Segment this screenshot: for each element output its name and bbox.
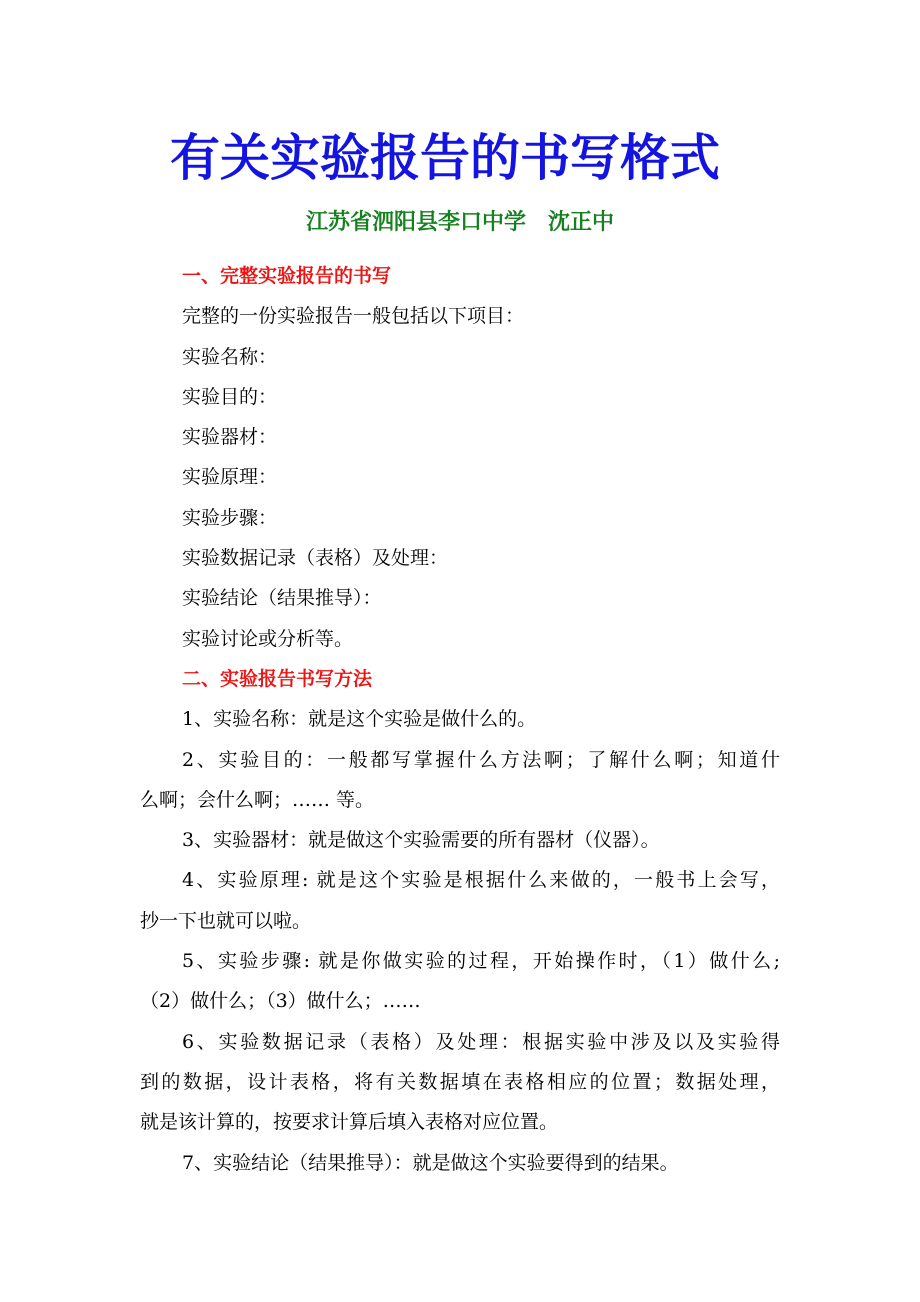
method-paragraph-2-line-1: 2、实验目的：一般都写掌握什么方法啊；了解什么啊；知道什 <box>182 748 780 771</box>
section1-item-purpose: 实验目的： <box>182 385 278 408</box>
section-heading-2: 二、实验报告书写方法 <box>182 667 373 690</box>
section1-item-conclusion: 实验结论（结果推导）： <box>182 587 382 610</box>
method-paragraph-6 <box>140 1022 780 1143</box>
document-body <box>140 256 780 1183</box>
section1-item-equipment: 实验器材： <box>182 426 278 449</box>
section1-item-name: 实验名称： <box>182 345 278 368</box>
method-paragraph-5-line-2: （2）做什么；（3）做什么；…… <box>140 990 421 1013</box>
method-paragraph-6-line-3: 就是该计算的，按要求计算后填入表格对应位置。 <box>140 1111 559 1134</box>
method-paragraph-4-line-1: 4、实验原理: 就是这个实验是根据什么来做的，一般书上会写， <box>182 869 780 892</box>
method-paragraph-6-line-1: 6、实验数据记录（表格）及处理：根据实验中涉及以及实验得 <box>182 1030 780 1053</box>
section1-intro: 完整的一份实验报告一般包括以下项目： <box>182 305 525 328</box>
method-paragraph-7: 7、实验结论（结果推导）：就是做这个实验要得到的结果。 <box>182 1151 679 1174</box>
section-heading-1: 一、完整实验报告的书写 <box>182 265 392 287</box>
section1-item-discussion: 实验讨论或分析等。 <box>182 627 354 650</box>
method-paragraph-1: 1、实验名称：就是这个实验是做什么的。 <box>182 708 537 731</box>
method-paragraph-5-line-1: 5、实验步骤: 就是你做实验的过程，开始操作时，（1）做什么; <box>182 950 780 973</box>
method-paragraph-6-line-2: 到的数据，设计表格，将有关数据填在表格相应的位置；数据处理， <box>140 1070 780 1093</box>
method-paragraph-4-line-2: 抄一下也就可以啦。 <box>140 909 312 932</box>
method-paragraph-3: 3、实验器材：就是做这个实验需要的所有器材（仪器）。 <box>182 829 660 852</box>
method-paragraph-2-line-2: 么啊；会什么啊；…… 等。 <box>140 788 375 811</box>
method-paragraph-5 <box>140 941 780 1022</box>
method-paragraph-4 <box>140 860 780 941</box>
author-byline: 江苏省泗阳县李口中学 沈正中 <box>305 210 614 235</box>
section1-item-data: 实验数据记录（表格）及处理： <box>182 547 449 570</box>
section1-item-steps: 实验步骤： <box>182 506 278 529</box>
document-title: 有关实验报告的书写格式 <box>170 129 720 187</box>
method-paragraph-2 <box>140 740 780 821</box>
section1-item-principle: 实验原理： <box>182 466 278 489</box>
